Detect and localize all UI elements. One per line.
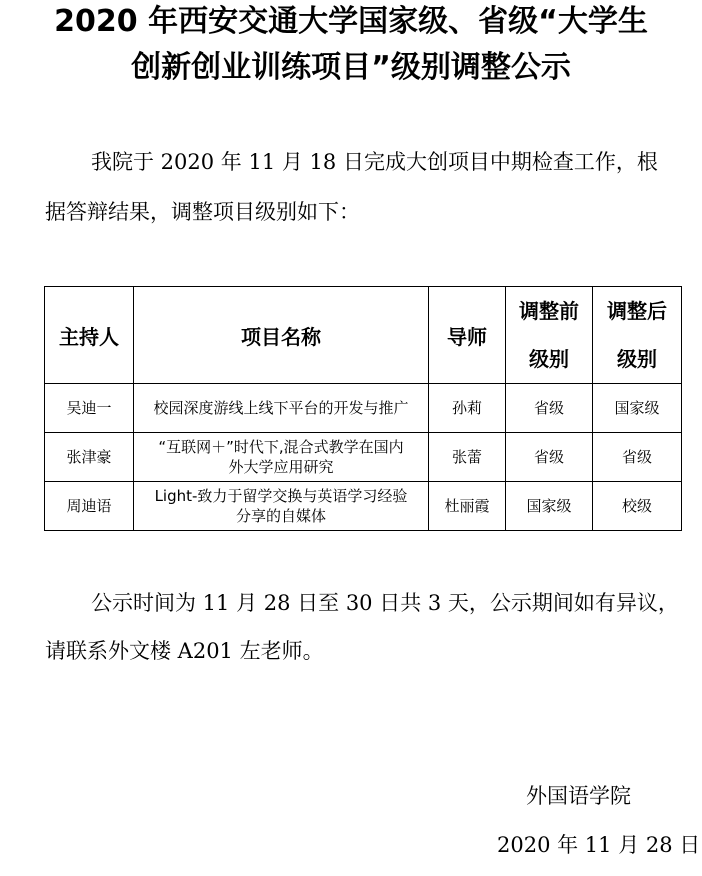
table-row <box>45 384 682 433</box>
cell-project-name <box>134 433 429 482</box>
table-row <box>45 433 682 482</box>
signature-date: 2020 年 11 月 28 日 <box>497 833 701 857</box>
cell-mentor: 孙莉 <box>429 384 506 433</box>
header-after-line-2: 级别 <box>617 347 657 371</box>
intro-paragraph-line-1 <box>45 137 690 187</box>
project-name-line-1: 校园深度游线上线下平台的开发与推广 <box>153 399 409 417</box>
header-host: 主持人 <box>45 287 134 384</box>
header-level-after <box>593 287 682 384</box>
header-after-line-1: 调整后 <box>607 299 667 323</box>
cell-level-before: 省级 <box>506 384 593 433</box>
cell-mentor: 张蕾 <box>429 433 506 482</box>
notice-paragraph-line-1 <box>45 578 690 628</box>
document-title-line-1: 2020 年西安交通大学国家级、省级“大学生 <box>54 4 648 39</box>
cell-level-before: 省级 <box>506 433 593 482</box>
document-title-line-2: 创新创业训练项目”级别调整公示 <box>131 50 571 85</box>
header-level-before <box>506 287 593 384</box>
header-before-line-2: 级别 <box>529 347 569 371</box>
signature-organization: 外国语学院 <box>526 784 631 808</box>
cell-mentor: 杜丽霞 <box>429 482 506 531</box>
cell-level-before: 国家级 <box>506 482 593 531</box>
project-name-line-1: “互联网＋”时代下,混合式教学在国内 <box>158 438 404 456</box>
cell-level-after: 省级 <box>593 433 682 482</box>
notice-paragraph-line-2 <box>45 626 690 676</box>
header-mentor: 导师 <box>429 287 506 384</box>
cell-host: 张津豪 <box>45 433 134 482</box>
header-project-name: 项目名称 <box>134 287 429 384</box>
project-name-line-1: Light-致力于留学交换与英语学习经验 <box>154 487 408 505</box>
level-adjustment-table <box>44 286 682 531</box>
intro-text-2: 据答辩结果，调整项目级别如下： <box>45 200 360 224</box>
cell-host: 周迪语 <box>45 482 134 531</box>
notice-text-1: 公示时间为 11 月 28 日至 30 日共 3 天，公示期间如有异议， <box>91 591 679 615</box>
cell-project-name <box>134 482 429 531</box>
intro-paragraph-line-2 <box>45 187 690 237</box>
intro-text-1: 我院于 2020 年 11 月 18 日完成大创项目中期检查工作，根 <box>91 150 658 174</box>
cell-host: 吴迪一 <box>45 384 134 433</box>
cell-level-after: 国家级 <box>593 384 682 433</box>
notice-text-2: 请联系外文楼 A201 左老师。 <box>45 639 324 663</box>
project-name-line-2: 分享的自媒体 <box>235 507 326 525</box>
header-before-line-1: 调整前 <box>519 299 579 323</box>
cell-level-after: 校级 <box>593 482 682 531</box>
project-name-line-2: 外大学应用研究 <box>228 458 334 476</box>
table-row <box>45 482 682 531</box>
cell-project-name <box>134 384 429 433</box>
table-header-row <box>45 287 682 384</box>
